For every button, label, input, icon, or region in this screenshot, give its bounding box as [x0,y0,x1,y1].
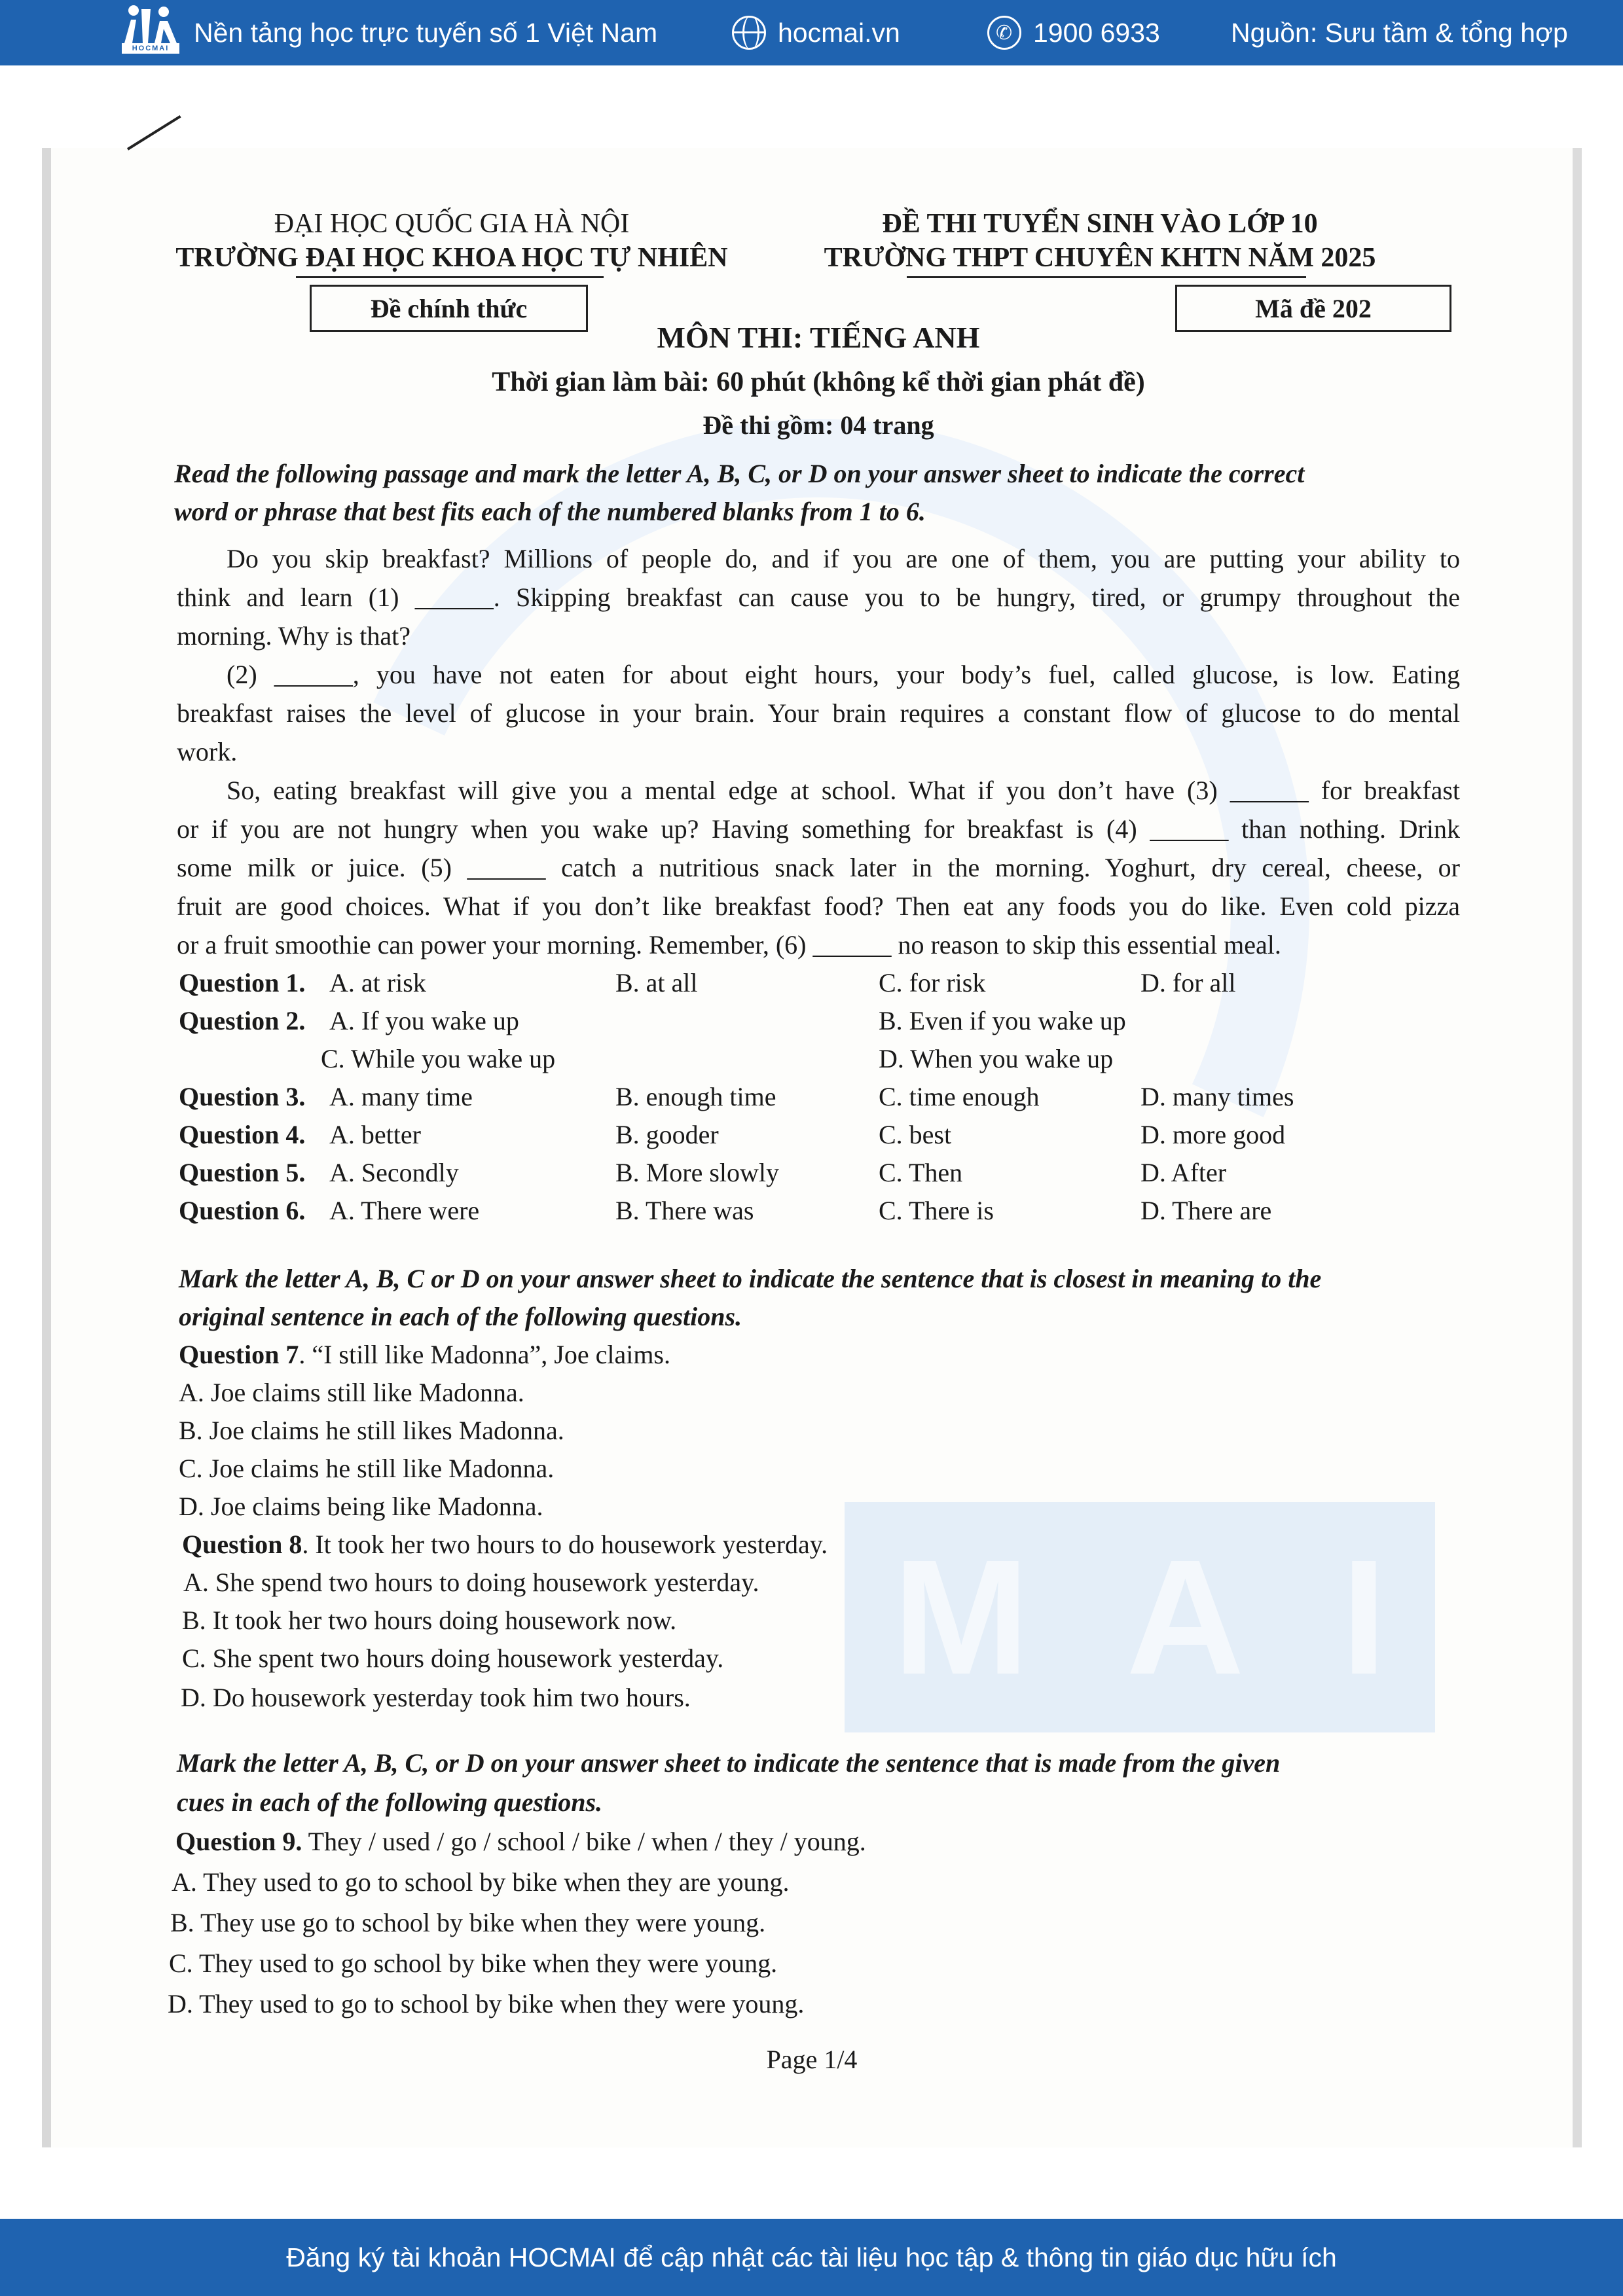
option-b: B. Even if you wake up [879,1006,1126,1035]
passage-line: Do you skip breakfast? Millions of people do, and if you are one of them, you are putting your ability to [227,544,1460,573]
passage-line: or if you are not hungry when you wake up? Having something for breakfast is (4) ______ than nothing. Drink [177,814,1460,844]
passage-line: think and learn (1) ______. Skipping breakfast can cause you to be hungry, tired, or grumpy throughout the [177,583,1460,612]
option-c: C. She spent two hours doing housework yesterday. [182,1643,724,1673]
school-underline [296,276,604,278]
option-b: B. More slowly [615,1158,779,1187]
passage-line: morning. Why is that? [177,621,410,651]
code-box: Mã đề 202 [1175,285,1451,332]
globe-icon [732,16,766,50]
option-c: C. best [879,1120,952,1149]
question-label: Question 7 [179,1340,299,1369]
section1-instruction: word or phrase that best fits each of the numbered blanks from 1 to 6. [174,497,926,526]
passage-line: or a fruit smoothie can power your morning. Remember, (6) ______ no reason to skip this essential meal. [177,930,1281,960]
top-banner [0,0,1623,65]
watermark-letter: M [892,1525,1030,1708]
question-7-stem [179,1339,670,1371]
option-a: A. at risk [329,968,426,997]
exam-title: ĐỀ THI TUYỂN SINH VÀO LỚP 10 [882,209,1318,239]
question-9-stem [175,1826,866,1857]
hotline-text: 1900 6933 [1033,17,1160,48]
option-a: A. They used to go to school by bike when they are young. [172,1867,790,1897]
phone-icon: ✆ [987,16,1021,50]
passage-line: So, eating breakfast will give you a mental edge at school. What if you don’t have (3) ______ for breakfast [227,776,1460,805]
option-b: B. enough time [615,1082,776,1111]
option-c: C. While you wake up [321,1044,556,1073]
website-link[interactable] [732,0,900,65]
question-label: Question 5. [179,1158,306,1187]
question-label: Question 4. [179,1120,306,1149]
option-a: A. better [329,1120,421,1149]
watermark-letter: I [1341,1525,1387,1708]
option-c: C. time enough [879,1082,1040,1111]
subject: MÔN THI: TIẾNG ANH [657,321,980,354]
option-c: C. There is [879,1196,994,1225]
option-b: B. They use go to school by bike when they were young. [170,1908,766,1937]
question-label: Question 8 [182,1530,302,1559]
option-a: A. Joe claims still like Madonna. [179,1378,524,1407]
option-d: D. After [1140,1158,1227,1187]
section1-instruction: Read the following passage and mark the letter A, B, C, or D on your answer sheet to indicate the correct [174,459,1305,488]
option-a: A. many time [329,1082,473,1111]
tagline: Nền tảng học trực tuyến số 1 Việt Nam [194,17,658,48]
option-b: B. at all [615,968,698,997]
option-c: C. for risk [879,968,986,997]
option-c: C. They used to go school by bike when they were young. [169,1948,778,1978]
option-a: A. If you wake up [329,1006,519,1035]
pen-mark [127,115,181,151]
option-b: B. There was [615,1196,754,1225]
hotline[interactable] [987,0,1160,65]
option-a: A. Secondly [329,1158,459,1187]
option-d: D. Do housework yesterday took him two hours. [181,1683,691,1712]
option-d: D. When you wake up [879,1044,1114,1073]
signup-message: Đăng ký tài khoản HOCMAI để cập nhật các tài liệu học tập & thông tin giáo dục hữu ích [286,2242,1337,2272]
official-box: Đề chính thức [310,285,588,332]
bottom-banner[interactable] [0,2219,1623,2296]
question-text: . It took her two hours to do housework yesterday. [302,1530,828,1559]
question-label: Question 2. [179,1006,306,1035]
watermark-letters [845,1505,1435,1728]
option-b: B. It took her two hours doing housework now. [182,1605,677,1635]
option-c: C. Joe claims he still like Madonna. [179,1454,555,1483]
school-name: TRƯỜNG ĐẠI HỌC KHOA HỌC TỰ NHIÊN [175,243,728,273]
option-d: D. for all [1140,968,1236,997]
question-text: They / used / go / school / bike / when / they / young. [302,1827,866,1856]
exam-time: Thời gian làm bài: 60 phút (không kể thời gian phát đề) [492,367,1145,397]
option-b: B. Joe claims he still likes Madonna. [179,1416,564,1445]
source-note: Nguồn: Sưu tầm & tổng hợp [1231,17,1568,48]
logo-text: HOCMAI [122,43,179,54]
university-name: ĐẠI HỌC QUỐC GIA HÀ NỘI [274,209,630,239]
option-d: D. Joe claims being like Madonna. [179,1492,543,1521]
passage-line: breakfast raises the level of glucose in your brain. Your brain requires a constant flow of glucose to do mental [177,698,1460,728]
watermark-letter: A [1126,1525,1245,1708]
question-label: Question 6. [179,1196,306,1225]
exam-school: TRƯỜNG THPT CHUYÊN KHTN NĂM 2025 [824,243,1376,273]
option-a: A. She spend two hours to doing housework yesterday. [183,1568,759,1597]
option-d: D. more good [1140,1120,1286,1149]
page-number: Page 1/4 [766,2045,858,2074]
option-d: D. They used to go to school by bike when they were young. [168,1989,805,2018]
option-c: C. Then [879,1158,963,1187]
passage-line: work. [177,737,238,766]
passage-line: fruit are good choices. What if you don’t like breakfast food? Then eat any foods you do like. Even cold pizza [177,891,1460,921]
passage-line: some milk or juice. (5) ______ catch a nutritious snack later in the morning. Yoghurt, dry cereal, cheese, or [177,853,1460,882]
website-text: hocmai.vn [778,17,900,48]
exam-pages: Đề thi gồm: 04 trang [702,410,934,440]
option-d: D. many times [1140,1082,1294,1111]
question-text: . “I still like Madonna”, Joe claims. [299,1340,670,1369]
option-d: D. There are [1140,1196,1272,1225]
question-label: Question 1. [179,968,306,997]
question-8-stem [182,1529,828,1560]
option-a: A. There were [329,1196,480,1225]
option-b: B. gooder [615,1120,719,1149]
section3-instruction: cues in each of the following questions. [177,1787,603,1817]
section2-instruction: Mark the letter A, B, C or D on your answer sheet to indicate the sentence that is closest in meaning to the [179,1264,1322,1293]
exam-underline [907,276,1306,278]
question-label: Question 9. [175,1827,302,1856]
passage [177,539,1460,964]
section2-instruction: original sentence in each of the following questions. [179,1302,742,1331]
section3-instruction: Mark the letter A, B, C, or D on your answer sheet to indicate the sentence that is made from the given [177,1748,1281,1778]
question-label: Question 3. [179,1082,306,1111]
passage-line: (2) ______, you have not eaten for about eight hours, your body’s fuel, called glucose, is low. Eating [227,660,1460,689]
